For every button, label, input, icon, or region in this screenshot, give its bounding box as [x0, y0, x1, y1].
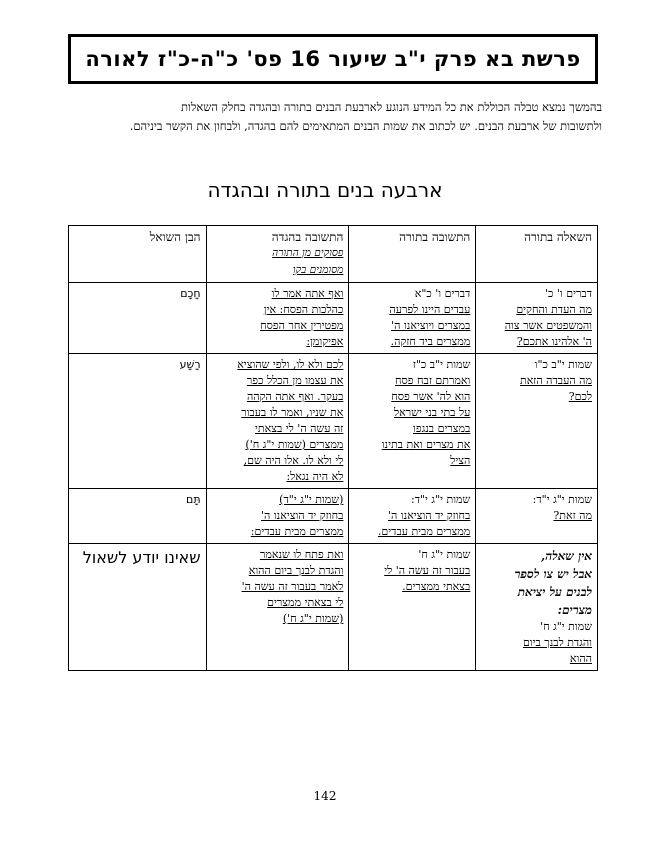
page-number: 142: [313, 789, 337, 803]
question-cell-line: מה זאת?: [553, 509, 592, 522]
torah-answer-cell: [349, 283, 476, 354]
question-cell-line: ההוא: [569, 652, 592, 665]
haggadah-answer-cell-line: אפיקומן:: [306, 335, 344, 348]
header-box: [68, 34, 598, 84]
torah-answer-cell-line: הוא לה' אשר פסח: [391, 390, 471, 403]
haggadah-answer-cell-line: לא היה נגאל:: [286, 470, 344, 483]
torah-answer-cell-line: שמות י"ג י"ד:: [411, 493, 471, 506]
son-cell: תָּם: [69, 489, 207, 544]
haggadah-answer-cell-line: ואף אתה אמר לו: [271, 287, 344, 300]
table-row: [69, 489, 598, 544]
header-son: הבן השואל: [69, 226, 207, 283]
torah-answer-cell-line: במצרים בנגפו: [413, 422, 471, 435]
torah-answer-cell-line: ואמרתם זבח פסח: [395, 374, 471, 387]
question-cell-bold-line: מצרים:: [557, 603, 592, 617]
haggadah-answer-cell-line: בעקר. ואף אתה הקהה: [246, 390, 344, 403]
haggadah-answer-cell-line: והגדת לבנך ביום ההוא: [248, 564, 344, 577]
haggadah-answer-cell-line: בחוזק יד הוציאנו ה': [261, 509, 344, 522]
torah-answer-cell-line: בחוזק יד הוציאנו ה': [387, 509, 471, 522]
torah-answer-cell-line: ממצרים ביד חזקה.: [390, 335, 471, 348]
haggadah-answer-cell: [206, 354, 349, 489]
header-question: השאלה בתורה: [476, 226, 598, 283]
question-cell-line: שמות י"ב כ"ו: [534, 358, 592, 371]
header-torah-answer: התשובה בתורה: [349, 226, 476, 283]
question-cell-line: ה' אלהינו אתכם?: [516, 335, 592, 348]
haggadah-answer-cell-line: לכם ולא לו, ולפי שהוציא: [237, 358, 344, 371]
header-haggadah-sub2: מסומנים בקו: [292, 264, 344, 276]
header-haggadah-label: התשובה בהגדה: [271, 230, 344, 244]
haggadah-answer-cell-line: לי בצאתי ממצרים: [267, 596, 344, 609]
haggadah-answer-cell-line: (שמות י"ג ח'): [282, 612, 344, 625]
intro-paragraph: [80, 98, 602, 136]
table-header-row: [69, 226, 598, 283]
son-cell: חָכָם: [69, 283, 207, 354]
haggadah-answer-cell-line: את עצמו מן הכלל כפר: [246, 374, 344, 387]
torah-answer-cell-line: בצאתי ממצרים.: [402, 580, 471, 593]
question-cell-bold-line: לבנים על יציאת: [517, 585, 592, 599]
intro-line-1: בהמשך נמצא טבלה הכוללת את כל המידע הנוגע לארבעת הבנים בתורה ובהגדה בחלק השאלות: [181, 100, 602, 114]
haggadah-answer-cell-line: ואת פתח לו שנאמר: [259, 548, 344, 561]
torah-answer-cell: [349, 544, 476, 671]
torah-answer-cell-line: שמות י"ב כ"ז: [412, 358, 471, 371]
torah-answer-cell: [349, 489, 476, 544]
haggadah-answer-cell: [206, 544, 349, 671]
four-sons-table: [68, 225, 598, 671]
son-cell: שאינו יודע לשאול: [69, 544, 207, 671]
haggadah-answer-cell: [206, 489, 349, 544]
header-haggadah-answer: [206, 226, 349, 283]
torah-answer-cell-line: עבדים היינו לפרעה: [389, 303, 471, 316]
haggadah-answer-cell: [206, 283, 349, 354]
question-cell: [476, 283, 598, 354]
haggadah-answer-cell-line: כהלכות הפסח: אין: [263, 303, 344, 316]
header-title: פרשת בא פרק י"ב שיעור 16 פס' כ"ה-כ"ז לאורה: [85, 47, 581, 71]
haggadah-answer-cell-line: את שניו, ואמר לו בעבור: [241, 406, 344, 419]
torah-answer-cell-line: ממצרים מבית עבדים.: [377, 525, 471, 538]
question-cell-line: שמות י"ג י"ד:: [532, 493, 592, 506]
torah-answer-cell-line: בעבור זה עשה ה' לי: [384, 564, 471, 577]
haggadah-answer-cell-line: לי ולא לו. אלו היה שם,: [243, 454, 344, 467]
haggadah-answer-cell-line: מפטירין אחר הפסח: [260, 319, 344, 332]
question-cell: [476, 544, 598, 671]
section-title: ארבעה בנים בתורה ובהגדה: [207, 178, 443, 202]
question-cell-bold-line: אבל יש צו לספר: [514, 567, 592, 581]
torah-answer-cell-line: דברים ו' כ"א: [414, 287, 471, 300]
haggadah-answer-cell-line: ממצרים (שמות י"ג ח'): [245, 438, 344, 451]
question-cell: [476, 489, 598, 544]
torah-answer-cell-line: את מצרים ואת בתינו: [381, 438, 471, 451]
header-haggadah-sub1: פסוקים מן התורה: [272, 247, 344, 259]
table-body: [69, 283, 598, 671]
question-cell-line: לכם?: [568, 390, 592, 403]
table-row: [69, 283, 598, 354]
question-cell-line: דברים ו' כ': [545, 287, 592, 300]
intro-line-2: ולתשובות של ארבעת הבנים. יש לכתוב את שמות הבנים המתאימים להם בהגדה, ולבחון את הקשר ביניהם.: [129, 119, 602, 133]
table-row: [69, 354, 598, 489]
question-cell: [476, 354, 598, 489]
question-cell-line: והמשפטים אשר צוה: [504, 319, 592, 332]
haggadah-answer-cell-line: ממצרים מבית עבדים:: [250, 525, 344, 538]
torah-answer-cell: [349, 354, 476, 489]
table-row: [69, 544, 598, 671]
son-cell: רָשָׁע: [69, 354, 207, 489]
torah-answer-cell-line: הציל: [450, 454, 471, 467]
haggadah-answer-cell-line: (שמות י"ג י"ד): [279, 493, 344, 506]
torah-answer-cell-line: על בתי בני ישראל: [394, 406, 471, 419]
haggadah-answer-cell-line: לאמר בעבור זה עשה ה': [241, 580, 344, 593]
torah-answer-cell-line: שמות י"ג ח': [418, 548, 471, 561]
question-cell-line: והגדת לבנך ביום: [522, 636, 592, 649]
question-cell-line: שמות י"ג ח': [540, 620, 592, 633]
haggadah-answer-cell-line: זה עשה ה' לי בצאתי: [255, 422, 344, 435]
question-cell-line: מה העדת והחקים: [516, 303, 592, 316]
question-cell-bold-line: אין שאלה,: [541, 549, 592, 563]
question-cell-line: מה העבדה הזאת: [519, 374, 592, 387]
torah-answer-cell-line: במצרים ויוציאנו ה': [391, 319, 471, 332]
